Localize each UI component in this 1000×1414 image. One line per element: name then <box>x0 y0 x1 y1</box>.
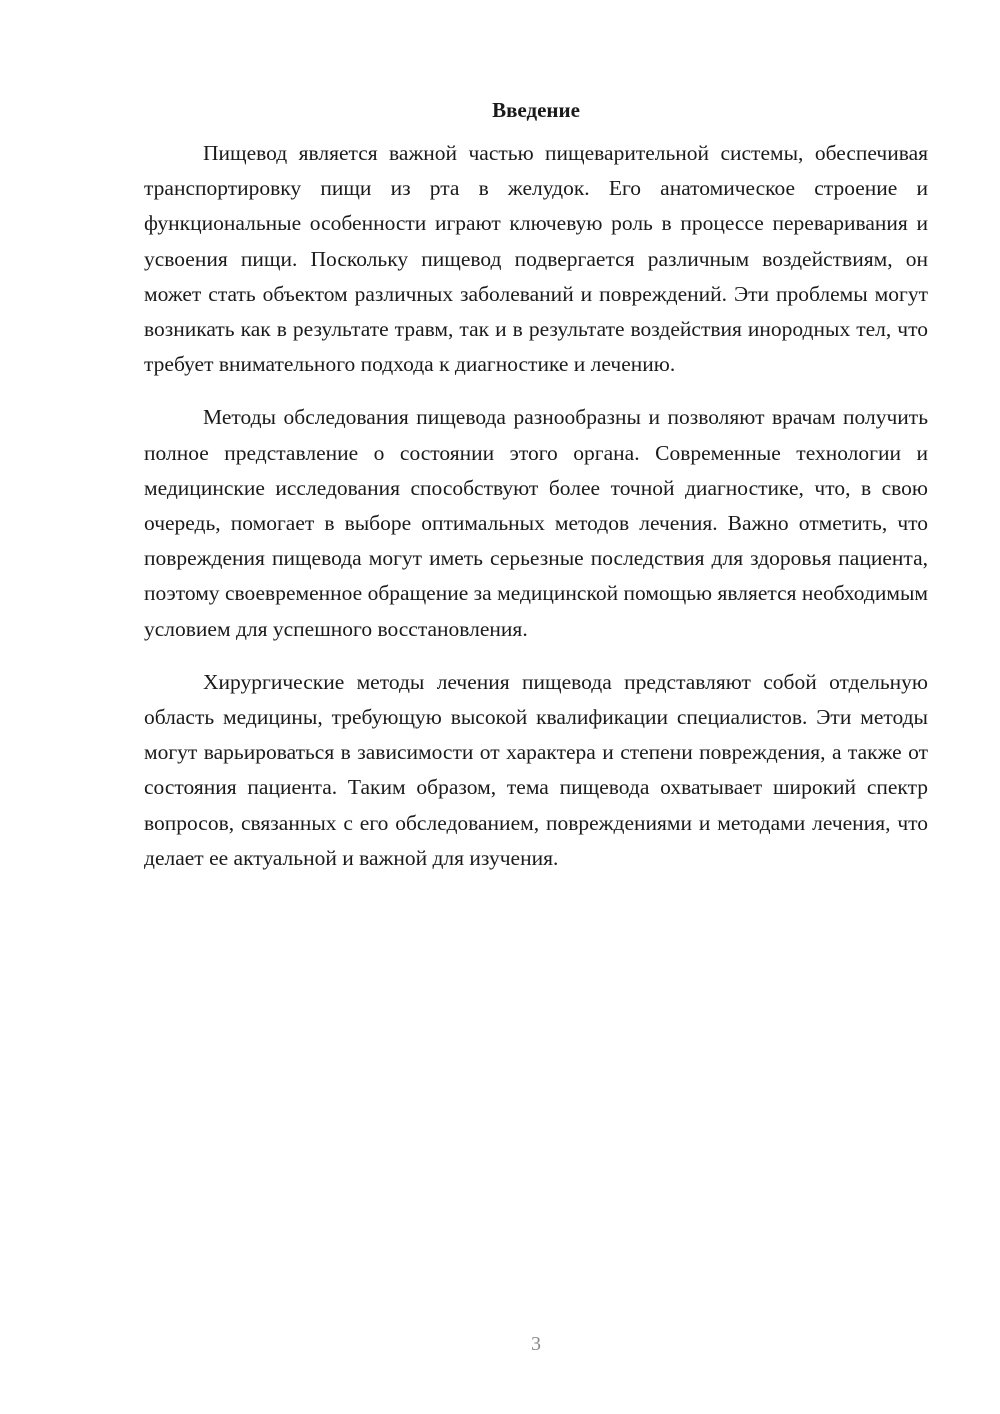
section-title: Введение <box>492 98 580 122</box>
page-number: 3 <box>531 1333 541 1355</box>
paragraph-3: Хирургические методы лечения пищевода представляют собой отдельную область медицины, требующую высокой квалификации специалистов. Эти методы могут варьироваться в зависимости от характера и степени повреждения, а также от состояния пациента. Таким образом, тема пищевода охватывает широкий спектр вопросов, связанных с его обследованием, повреждениями и методами лечения, что делает ее актуальной и важной для изучения. <box>144 669 928 870</box>
paragraph-2: Методы обследования пищевода разнообразны и позволяют врачам получить полное представление о состоянии этого органа. Современные технологии и медицинские исследования способствуют более точной диагностике, что, в свою очередь, помогает в выборе оптимальных методов лечения. Важно отметить, что повреждения пищевода могут иметь серьезные последствия для здоровья пациента, поэтому своевременное обращение за медицинской помощью является необходимым условием для успешного восстановления. <box>144 405 928 641</box>
page-content <box>144 94 928 876</box>
paragraph-1: Пищевод является важной частью пищеварительной системы, обеспечивая транспортировку пищи из рта в желудок. Его анатомическое строение и функциональные особенности играют ключевую роль в процессе переваривания и усвоения пищи. Поскольку пищевод подвергается различным воздействиям, он может стать объектом различных заболеваний и повреждений. Эти проблемы могут возникать как в результате травм, так и в результате воздействия инородных тел, что требует внимательного подхода к диагностике и лечению. <box>144 141 928 377</box>
